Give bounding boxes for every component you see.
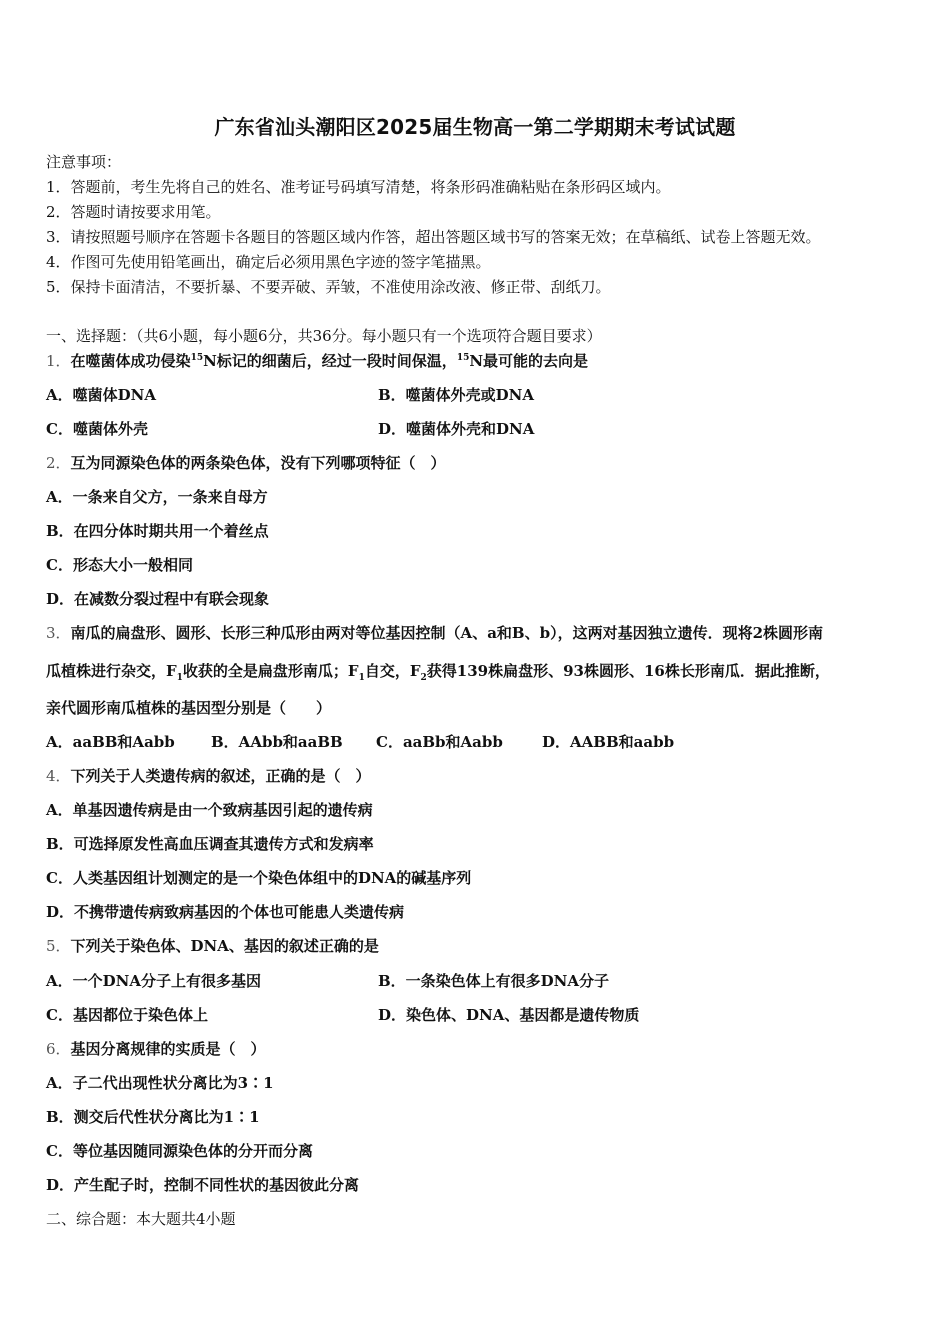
notice-item: 2．答题时请按要求用笔。 xyxy=(46,203,221,221)
page-title: 广东省汕头潮阳区2025届生物高一第二学期期末考试试题 xyxy=(214,115,736,139)
notice-item: 3．请按照题号顺序在答题卡各题目的答题区域内作答，超出答题区域书写的答案无效；在草稿纸、试卷上答题无效。 xyxy=(46,228,821,246)
question-3-stem-line2: 瓜植株进行杂交，$F_1$收获的全是扁盘形南瓜；$F_1$自交，$F_2$获得139株扁盘形、93株圆形、16株长形南瓜．据此推断， xyxy=(46,662,830,683)
q5-option-d: D．染色体、DNA、基因都是遗传物质 xyxy=(378,1006,640,1024)
q1-option-d: D．噬菌体外壳和DNA xyxy=(378,420,535,438)
notice-heading: 注意事项： xyxy=(46,153,122,171)
question-number: 6． xyxy=(46,1040,71,1058)
question-3-stem-line1: 3．南瓜的扁盘形、圆形、长形三种瓜形由两对等位基因控制（A、a和B、b），这两对基因独立遗传．现将2株圆形南 xyxy=(46,624,824,642)
q6-option-a: A．子二代出现性状分离比为3∶1 xyxy=(46,1074,274,1092)
question-3-stem-line3: 亲代圆形南瓜植株的基因型分别是（ ） xyxy=(46,699,332,717)
q4-option-b: B．可选择原发性高血压调查其遗传方式和发病率 xyxy=(46,835,374,853)
question-1-stem: 1．在噬菌体成功侵染$^{15}$N标记的细菌后，经过一段时间保温，$^{15}$N最可能的去向是 xyxy=(46,352,589,370)
question-2-stem: 2．互为同源染色体的两条染色体，没有下列哪项特征（ ） xyxy=(46,454,446,472)
q3-option-a: A．aaBB和Aabb xyxy=(46,733,175,751)
question-4-stem: 4．下列关于人类遗传病的叙述，正确的是（ ） xyxy=(46,767,371,785)
question-number: 5． xyxy=(46,937,71,955)
notice-item: 4．作图可先使用铅笔画出，确定后必须用黑色字迹的签字笔描黑。 xyxy=(46,253,491,271)
q1-option-a: A．噬菌体DNA xyxy=(46,386,156,404)
q3-options-row xyxy=(46,732,906,752)
question-5-stem: 5．下列关于染色体、DNA、基因的叙述正确的是 xyxy=(46,937,379,955)
q2-option-a: A．一条来自父方，一条来自母方 xyxy=(46,488,268,506)
q1-option-b: B．噬菌体外壳或DNA xyxy=(378,386,535,404)
q6-option-b: B．测交后代性状分离比为1∶1 xyxy=(46,1108,260,1126)
question-6-stem: 6．基因分离规律的实质是（ ） xyxy=(46,1040,266,1058)
q4-option-d: D．不携带遗传病致病基因的个体也可能患人类遗传病 xyxy=(46,903,405,921)
q3-option-d: D．AABB和aabb xyxy=(542,733,675,751)
notice-item: 5．保持卡面清洁，不要折暴、不要弄破、弄皱，不准使用涂改液、修正带、刮纸刀。 xyxy=(46,278,611,296)
q1-option-c: C．噬菌体外壳 xyxy=(46,420,148,438)
section-heading: 二、综合题：本大题共4小题 xyxy=(46,1210,236,1228)
question-number: 2． xyxy=(46,454,71,472)
q2-option-c: C．形态大小一般相同 xyxy=(46,556,193,574)
q5-option-c: C．基因都位于染色体上 xyxy=(46,1006,208,1024)
q4-option-c: C．人类基因组计划测定的是一个染色体组中的DNA的碱基序列 xyxy=(46,869,472,887)
q6-option-d: D．产生配子时，控制不同性状的基因彼此分离 xyxy=(46,1176,360,1194)
q5-option-a: A．一个DNA分子上有很多基因 xyxy=(46,972,261,990)
q4-option-a: A．单基因遗传病是由一个致病基因引起的遗传病 xyxy=(46,801,373,819)
q6-option-c: C．等位基因随同源染色体的分开而分离 xyxy=(46,1142,313,1160)
q3-option-c: C．aaBb和Aabb xyxy=(376,733,503,751)
notice-item: 1．答题前，考生先将自己的姓名、准考证号码填写清楚，将条形码准确粘贴在条形码区域内。 xyxy=(46,178,671,196)
q2-option-d: D．在减数分裂过程中有联会现象 xyxy=(46,590,270,608)
question-number: 1． xyxy=(46,352,71,370)
section-heading: 一、选择题：（共6小题，每小题6分，共36分。每小题只有一个选项符合题目要求） xyxy=(46,327,602,345)
q2-option-b: B．在四分体时期共用一个着丝点 xyxy=(46,522,269,540)
q5-option-b: B．一条染色体上有很多DNA分子 xyxy=(378,972,610,990)
q3-option-b: B．AAbb和aaBB xyxy=(211,733,343,751)
question-number: 4． xyxy=(46,767,71,785)
question-number: 3． xyxy=(46,624,71,642)
